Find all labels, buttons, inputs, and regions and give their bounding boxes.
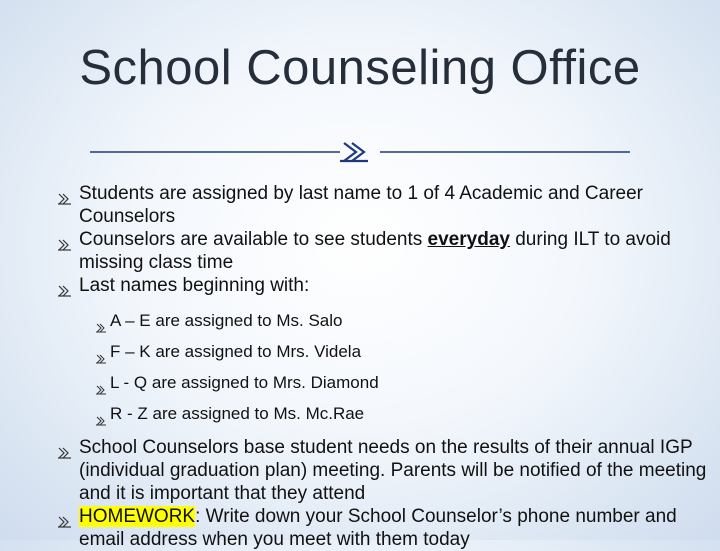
bullet-text: School Counselors base student needs on the results of their annual IGP (individual graduation plan) meeting. Parents will be notified of the meeting and it is important that they attend (79, 437, 707, 504)
bullet-item (58, 505, 708, 551)
bullet-text-start: Counselors are available to see students (79, 229, 428, 250)
bullet-list (58, 182, 708, 551)
bullet-text (79, 228, 708, 274)
bullet-text-end: during ILT to avoid missing class time (79, 229, 671, 273)
double-chevron-icon (58, 436, 79, 465)
sub-bullet-item (96, 402, 708, 433)
bullet-text-end: : Write down your School Counselor’s phone number and email address when you meet with them today (79, 506, 677, 550)
double-chevron-icon (96, 309, 110, 340)
homework-highlight: HOMEWORK (79, 506, 196, 527)
double-chevron-icon (58, 228, 79, 257)
bullet-text (79, 505, 708, 551)
slide-title: School Counseling Office (79, 41, 641, 95)
double-chevron-icon (58, 182, 79, 211)
bullet-text: Last names beginning with: (79, 275, 310, 296)
double-chevron-icon (58, 274, 79, 303)
sub-bullet-text: A – E are assigned to Ms. Salo (110, 311, 343, 330)
bullet-item (58, 182, 708, 228)
sub-bullet-text: F – K are assigned to Mrs. Videla (110, 342, 362, 361)
emphasis-everyday: everyday (427, 229, 510, 250)
bullet-item (58, 274, 708, 303)
double-chevron-icon (96, 340, 110, 371)
bullet-text: Students are assigned by last name to 1 of 4 Academic and Career Counselors (79, 183, 643, 227)
sub-bullet-item (96, 309, 708, 340)
bullet-item (58, 228, 708, 274)
double-chevron-icon (340, 143, 368, 161)
double-chevron-icon (58, 505, 79, 534)
title-divider (90, 140, 630, 164)
sub-bullet-item (96, 340, 708, 371)
double-chevron-icon (96, 371, 110, 402)
bullet-item (58, 436, 708, 505)
sub-bullet-text: L - Q are assigned to Mrs. Diamond (110, 373, 379, 392)
double-chevron-icon (96, 402, 110, 433)
sub-bullet-text: R - Z are assigned to Ms. Mc.Rae (110, 404, 365, 423)
sub-bullet-item (96, 371, 708, 402)
